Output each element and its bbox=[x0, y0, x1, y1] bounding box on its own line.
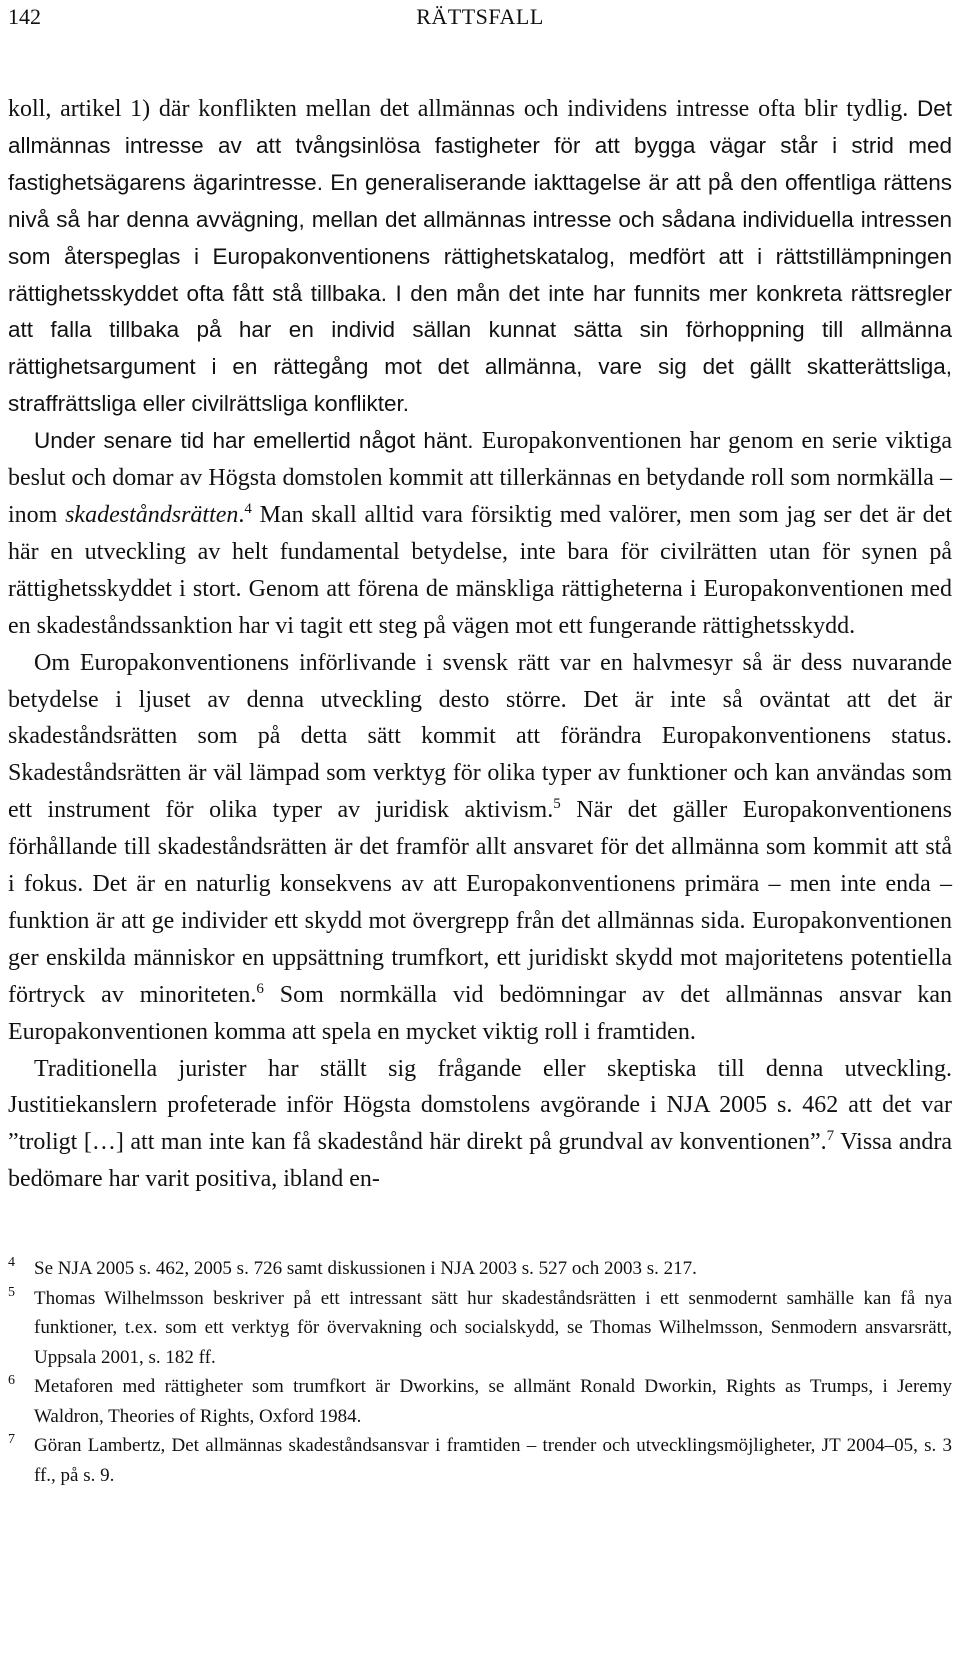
footnote-ref-4[interactable]: 4 bbox=[244, 500, 252, 517]
paragraph-2-italic-term: skadeståndsrätten bbox=[65, 501, 239, 528]
paragraph-2-text-a: Europakonventionen har genom en serie viktiga beslut och domar av Högsta domstolen kommit att tillerkännas en betydande roll som normkälla – inom bbox=[8, 428, 952, 528]
footnote-ref-7[interactable]: 7 bbox=[826, 1128, 835, 1145]
paragraph-3-text-c: Som normkälla vid bedömningar av det allmännas ansvar kan Europakonventionen komma att spela en mycket viktig roll i framtiden. bbox=[8, 981, 952, 1045]
paragraph-3-text-b: När det gäller Europakonventionens förhållande till skadeståndsrätten är det framför allt ansvaret för det allmänna som kommit att stå i fokus. Det är en naturlig konsekvens av att Europakonventionens primära – men inte enda – funktion är att ge individer ett skydd mot övergrepp från det allmännas sida. Europakonventionen ger enskilda människor en uppsättning trumfkort, ett juridiskt skydd mot majoritetens potentiella förtryck av minoriteten. bbox=[8, 797, 952, 1008]
footnote-text: Göran Lambertz, Det allmännas skadeståndsansvar i framtiden – trender och utvecklingsmöjligheter, JT 2004–05, s. 3 ff., på s. 9. bbox=[34, 1435, 952, 1486]
footnote-ref-6[interactable]: 6 bbox=[256, 980, 264, 997]
running-title: RÄTTSFALL bbox=[416, 4, 544, 29]
paragraph-4 bbox=[8, 1051, 952, 1199]
footnote-text: Metaforen med rättigheter som trumfkort är Dworkins, se allmänt Ronald Dworkin, Rights as Trumps, i Jeremy Waldron, Theories of Rights, Oxford 1984. bbox=[34, 1376, 952, 1427]
paragraph-4-text-a: Traditionella jurister har ställt sig frågande eller skeptiska till denna utveckling. Justitiekanslern profeterade inför Högsta domstolens avgörande i NJA 2005 s. 462 att det var ”troligt […] att man inte kan få skadestånd här direkt på grundval av konventionen”. bbox=[8, 1055, 952, 1156]
paragraph-2-text-b: . bbox=[238, 501, 245, 528]
page-header bbox=[8, 4, 952, 34]
paragraph-2 bbox=[8, 423, 952, 644]
paragraph-1-serif-text: koll, artikel 1) där konflikten mellan det allmännas och individens intresse ofta blir tydlig. bbox=[8, 96, 917, 122]
paragraph-4-text-b: Vissa andra bedömare har varit positiva, ibland en- bbox=[8, 1129, 952, 1193]
footnote-text: Thomas Wilhelmsson beskriver på ett intressant sätt hur skadeståndsrätten i ett senmodernt samhälle kan få nya funktioner, t.ex. som ett verktyg för övervakning och socialskydd, se Thomas Wilhelmsson, Senmodern ansvarsrätt, Uppsala 2001, s. 182 ff. bbox=[34, 1287, 952, 1368]
paragraph-2-sans-text: Under senare tid har emellertid något hänt. bbox=[34, 428, 482, 454]
footnote-ref-5[interactable]: 5 bbox=[553, 796, 561, 813]
footnote-number: 4 bbox=[8, 1255, 15, 1270]
footnotes bbox=[8, 1254, 952, 1490]
body-text bbox=[8, 91, 952, 1198]
footnote-number: 7 bbox=[8, 1432, 15, 1447]
footnote-5 bbox=[8, 1284, 952, 1373]
footnote-6 bbox=[8, 1372, 952, 1431]
page-number: 142 bbox=[8, 4, 41, 29]
paragraph-1-sans-text: Det allmännas intresse av att tvångsinlösa fastigheter för att bygga vägar står i strid med fastighetsägarens ägarintresse. En generaliserande iakttagelse är att på den offentliga rättens nivå så har denna avvägning, mellan det allmännas intresse och sådana individuella intressen som återspeglas i Europakonventionens rättighetskatalog, medfört att i rättstillämpningen rättighetsskyddet ofta fått stå tillbaka. I den mån det inte har funnits mer konkreta rättsregler att falla tillbaka på har en individ sällan kunnat sätta sin förhoppning till allmänna rättighetsargument i en rättegång mot det allmänna, vare sig det gällt skatterättsliga, straffrättsliga eller civilrättsliga konflikter. bbox=[8, 96, 952, 417]
footnote-7 bbox=[8, 1431, 952, 1490]
footnote-text: Se NJA 2005 s. 462, 2005 s. 726 samt diskussionen i NJA 2003 s. 527 och 2003 s. 217. bbox=[34, 1258, 697, 1279]
paragraph-3 bbox=[8, 645, 952, 1051]
footnote-number: 6 bbox=[8, 1373, 15, 1388]
paragraph-1 bbox=[8, 91, 952, 423]
footnote-4 bbox=[8, 1254, 952, 1284]
footnote-number: 5 bbox=[8, 1284, 15, 1300]
paragraph-2-text-c: Man skall alltid vara försiktig med valörer, men som jag ser det är det här en utveckling av helt fundamental betydelse, inte bara för civilrätten utan för synen på rättighetsskyddet i stort. Genom att förena de mänskliga rättigheterna i Europakonventionen med en skadeståndssanktion har vi tagit ett steg på vägen mot ett fungerande rättighetsskydd. bbox=[8, 501, 952, 639]
paragraph-3-text-a: Om Europakonventionens införlivande i svensk rätt var en halvmesyr så är dess nuvarande betydelse i ljuset av denna utveckling desto större. Det är inte så oväntat att det är skadeståndsrätten som på detta sätt kommit att förändra Europakonventionens status. Skadeståndsrätten är väl lämpad som verktyg för olika typer av funktioner och kan användas som ett instrument för olika typer av juridisk aktivism. bbox=[8, 649, 952, 824]
